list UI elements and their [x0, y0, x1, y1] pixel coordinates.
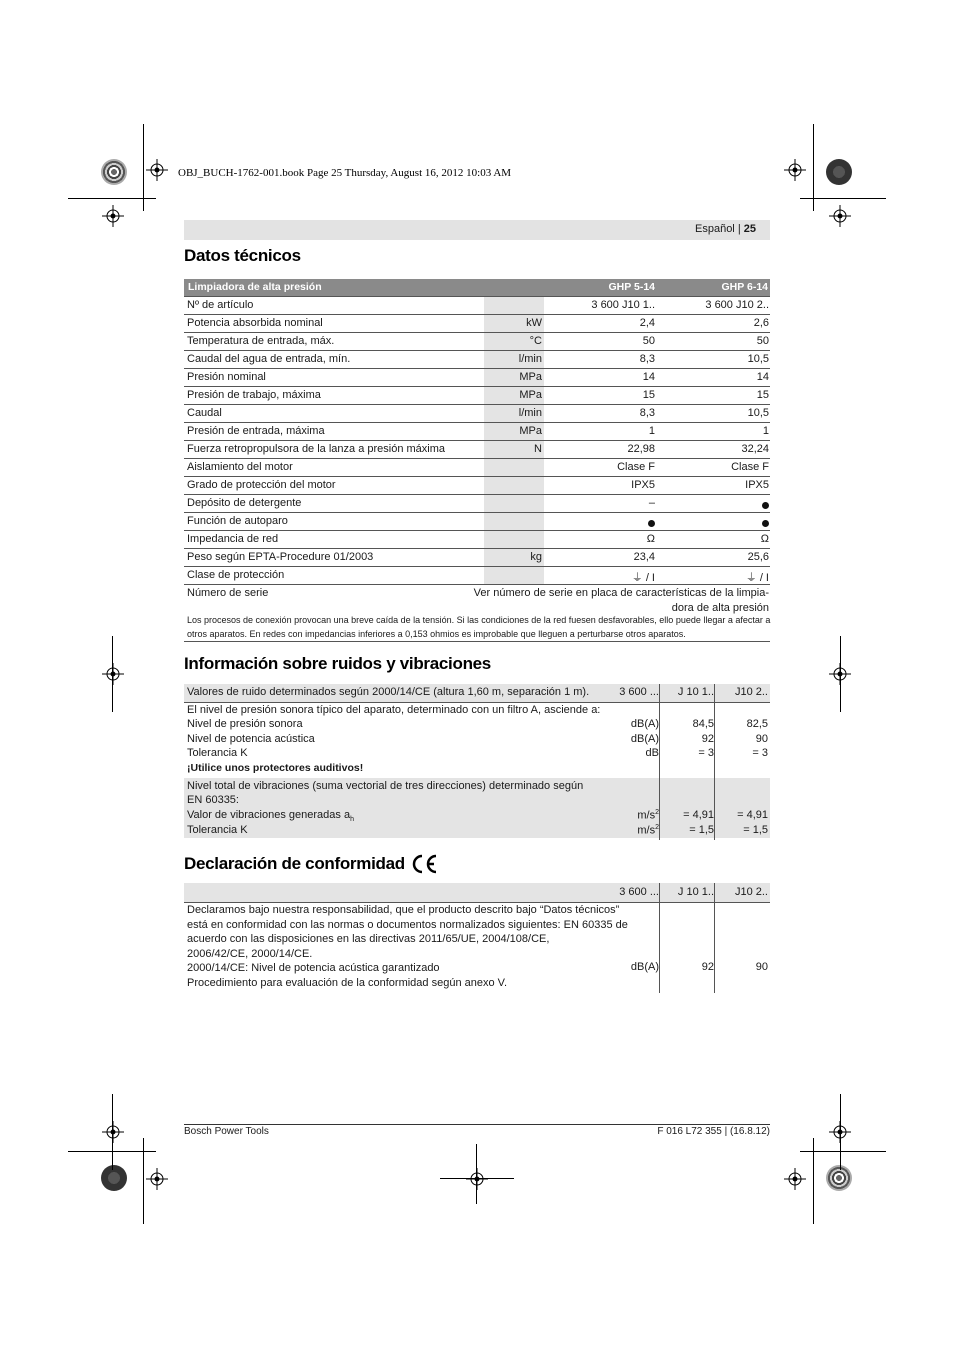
serial-value-line-1: Ver número de serie en placa de características de la limpia-: [473, 587, 769, 599]
footer-left: Bosch Power Tools: [184, 1126, 269, 1137]
table-row: [184, 314, 770, 333]
unit-cell: [484, 567, 544, 585]
row-value: 50: [756, 335, 769, 347]
unit-cell: [484, 459, 544, 477]
row-unit: l/min: [518, 407, 542, 419]
conformity-text-line: Procedimiento para evaluación de la conformidad según anexo V.: [187, 976, 508, 989]
row-unit: MPa: [519, 425, 542, 437]
sound-row-label: Nivel de potencia acústica: [187, 732, 315, 745]
unit-cell: [484, 387, 544, 405]
registration-mark-icon: [466, 1168, 488, 1190]
table-row: [184, 548, 770, 567]
table-row: [184, 296, 770, 315]
unit-cell: [484, 477, 544, 495]
header-model-1: GHP 5-14: [608, 281, 655, 293]
row-value: Clase F: [731, 461, 769, 473]
bullet-icon: [762, 500, 769, 512]
unit-cell: [484, 549, 544, 567]
registration-mark-icon: [784, 159, 806, 181]
sound-row-value-1: 84,5: [692, 718, 714, 730]
row-value: 22,98: [627, 443, 655, 455]
row-label: Caudal del agua de entrada, mín.: [187, 353, 351, 365]
row-value: 2,4: [639, 317, 655, 329]
vibration-row-value-1: = 1,5: [689, 824, 714, 836]
section-title-conformidad: Declaración de conformidad: [184, 854, 405, 873]
vibration-label-sub: h: [350, 816, 354, 824]
serial-value-line-2: dora de alta presión: [671, 602, 769, 614]
noise-header-col3: J10 2..: [734, 686, 768, 698]
vibration-intro-1: Nivel total de vibraciones (suma vectorial de tres direcciones) determinado según: [187, 780, 584, 792]
table-row: [184, 440, 770, 459]
section-title-datos-tecnicos: Datos técnicos: [184, 246, 301, 265]
unit-cell: [484, 297, 544, 315]
row-label: Presión de entrada, máxima: [187, 425, 325, 437]
header-model-2: GHP 6-14: [721, 281, 768, 293]
unit-cell: [484, 405, 544, 423]
color-disc-icon: [826, 159, 852, 185]
conformity-text-line: Declaramos bajo nuestra responsabilidad, que el producto descrito bajo “Datos técnicos”: [187, 904, 620, 916]
table-header: [184, 279, 770, 296]
row-value: 8,3: [639, 407, 655, 419]
row-label: Caudal: [187, 407, 222, 419]
row-label: Función de autoparo: [187, 515, 288, 527]
conformity-text-line: acuerdo con las disposiciones en las directivas 2011/65/UE, 2004/108/CE,: [187, 933, 550, 945]
color-disc-icon: [826, 1165, 852, 1191]
sound-row-value-1: 92: [701, 732, 714, 745]
color-disc-icon: [101, 1165, 127, 1191]
conformity-text-line: 2006/42/CE, 2000/14/CE.: [187, 947, 313, 960]
registration-mark-icon: [829, 205, 851, 227]
unit-cell: [484, 315, 544, 333]
row-label: Potencia absorbida nominal: [187, 317, 323, 329]
unit-cell: [484, 369, 544, 387]
table-row: [184, 350, 770, 369]
row-value: 14: [642, 371, 655, 383]
row-value: 1: [648, 425, 655, 437]
row-label: Impedancia de red: [187, 533, 279, 545]
page-header-text: Español | 25: [695, 223, 756, 235]
row-value: 15: [756, 389, 769, 401]
unit-cell: [484, 531, 544, 549]
row-unit: MPa: [519, 371, 542, 383]
row-unit: kW: [526, 317, 542, 329]
row-value: 3 600 J10 2..: [705, 299, 769, 311]
registration-mark-icon: [102, 1121, 124, 1143]
row-unit: °C: [529, 335, 542, 347]
row-value: 32,24: [741, 443, 769, 455]
vibration-row-value-2: = 4,91: [737, 809, 768, 821]
row-label: Aislamiento del motor: [187, 461, 293, 473]
row-label: Número de serie: [187, 587, 269, 599]
tech-data-table: [184, 279, 770, 643]
row-value: 10,5: [747, 353, 769, 365]
unit-cell: [484, 423, 544, 441]
table-row: [184, 458, 770, 477]
row-value: 8,3: [639, 353, 655, 365]
table-row: [184, 332, 770, 351]
table-note: Los procesos de conexión provocan una breve caída de la tensión. Si las condiciones de la red fuesen desfavorables, ello puede llegar a afectar a otros aparatos. En redes con impedancias inferiores a 0,153 ohmios es improbable que lleguen a perturbarse otros aparatos.: [187, 615, 771, 639]
row-value: 14: [756, 371, 769, 383]
row-value: 1: [762, 425, 769, 437]
bullet-icon: [762, 518, 769, 530]
sound-row-value-1: = 3: [698, 747, 714, 759]
vibration-intro-2: EN 60335:: [187, 794, 239, 806]
row-label: Grado de protección del motor: [187, 479, 336, 491]
guaranteed-value-1: 92: [701, 961, 714, 973]
registration-mark-icon: [102, 205, 124, 227]
row-unit: N: [534, 443, 542, 455]
row-label: Presión nominal: [187, 371, 266, 383]
row-label: Temperatura de entrada, máx.: [187, 335, 335, 347]
row-value: 10,5: [747, 407, 769, 419]
sound-row-value-2: = 3: [752, 747, 768, 759]
vibration-label-text: Tolerancia K: [187, 824, 248, 836]
sound-row-label: Nivel de presión sonora: [187, 718, 303, 730]
language-label: Español: [695, 223, 735, 235]
vibration-row-unit: [637, 809, 659, 822]
vibration-unit-sup: 2: [655, 824, 659, 831]
table-row: [184, 566, 770, 585]
row-unit: kg: [530, 551, 542, 563]
row-unit: l/min: [518, 353, 542, 365]
unit-cell: [484, 495, 544, 513]
sound-row-label: Tolerancia K: [187, 747, 248, 759]
row-value: Ω: [646, 533, 655, 545]
registration-mark-icon: [146, 1168, 168, 1190]
row-value: IPX5: [631, 479, 655, 491]
registration-mark-icon: [784, 1168, 806, 1190]
section-title-ruidos: Información sobre ruidos y vibraciones: [184, 654, 491, 673]
table-row: [184, 530, 770, 549]
vibration-unit-sup: 2: [655, 809, 659, 816]
row-label: Clase de protección: [187, 569, 285, 581]
vibration-row-unit: [637, 824, 659, 837]
noise-header-col2: J 10 1..: [677, 686, 714, 698]
sound-intro: El nivel de presión sonora típico del aparato, determinado con un filtro A, asciende a:: [187, 704, 601, 716]
bullet-icon: [648, 518, 655, 530]
row-value: 15: [642, 389, 655, 401]
row-value: IPX5: [745, 479, 769, 491]
sound-row-value-2: 82,5: [746, 718, 768, 730]
unit-cell: [484, 513, 544, 531]
page-header-bar: [184, 220, 770, 240]
footer-right: F 016 L72 355 | (16.8.12): [657, 1126, 770, 1137]
row-unit: MPa: [519, 389, 542, 401]
table-row: [184, 368, 770, 387]
row-label: Depósito de detergente: [187, 497, 302, 509]
vibration-label-text: Valor de vibraciones generadas a: [187, 809, 351, 821]
row-value: Ω: [760, 533, 769, 545]
conformity-header-col2: J 10 1..: [677, 886, 714, 898]
vibration-row-label: [187, 824, 248, 838]
guaranteed-unit: dB(A): [630, 961, 659, 973]
sound-row-unit: dB(A): [630, 732, 659, 745]
noise-header-col1: 3 600 ...: [619, 686, 659, 698]
vibration-unit-text: m/s: [637, 809, 656, 822]
unit-cell: [484, 351, 544, 369]
row-value: 3 600 J10 1..: [591, 299, 655, 311]
row-value: ⏚ / I: [631, 572, 655, 584]
guaranteed-value-2: 90: [755, 961, 768, 973]
table-row: [184, 386, 770, 405]
vibration-unit-text: m/s: [637, 824, 656, 837]
row-value: ⏚ / I: [745, 572, 769, 584]
header-product: Limpiadora de alta presión: [188, 281, 322, 293]
row-value: 23,4: [633, 551, 655, 563]
conformity-header-col1: 3 600 ...: [619, 886, 659, 898]
page-number: 25: [743, 223, 756, 235]
unit-cell: [484, 441, 544, 459]
sound-row-value-2: 90: [755, 732, 768, 745]
unit-cell: [484, 333, 544, 351]
row-label: Presión de trabajo, máxima: [187, 389, 321, 401]
conformity-text-line: 2000/14/CE: Nivel de potencia acústica garantizado: [187, 962, 440, 974]
table-row: [184, 422, 770, 441]
color-disc-icon: [101, 159, 127, 185]
table-row: [184, 512, 770, 531]
file-header: OBJ_BUCH-1762-001.book Page 25 Thursday, August 16, 2012 10:03 AM: [178, 167, 512, 179]
row-value: –: [648, 497, 655, 509]
table-row: [184, 494, 770, 513]
registration-mark-icon: [102, 663, 124, 685]
vibration-row-label: [187, 809, 354, 823]
table-row: [184, 404, 770, 423]
noise-table: [184, 684, 770, 840]
row-label: Fuerza retropropulsora de la lanza a presión máxima: [187, 443, 446, 455]
row-value: 25,6: [747, 551, 769, 563]
sound-row-unit: dB: [645, 747, 659, 759]
vibration-row-value-1: = 4,91: [683, 809, 714, 821]
conformity-table: [184, 883, 770, 993]
row-value: 2,6: [753, 317, 769, 329]
conformity-header-col3: J10 2..: [734, 886, 768, 898]
ce-mark-icon: [410, 853, 438, 875]
row-label: Nº de artículo: [187, 299, 254, 311]
row-value: 50: [642, 335, 655, 347]
table-row: [184, 476, 770, 495]
vibration-row-value-2: = 1,5: [743, 824, 768, 836]
sound-row-unit: dB(A): [630, 718, 659, 730]
registration-mark-icon: [146, 159, 168, 181]
conformity-text-line: está en conformidad con las normas o documentos normalizados siguientes: EN 60335 de: [187, 918, 628, 931]
row-label: Peso según EPTA-Procedure 01/2003: [187, 551, 374, 563]
row-value: Clase F: [617, 461, 655, 473]
warning-text: ¡Utilice unos protectores auditivos!: [187, 762, 364, 774]
noise-header-text: Valores de ruido determinados según 2000/14/CE (altura 1,60 m, separación 1 m).: [187, 686, 590, 698]
